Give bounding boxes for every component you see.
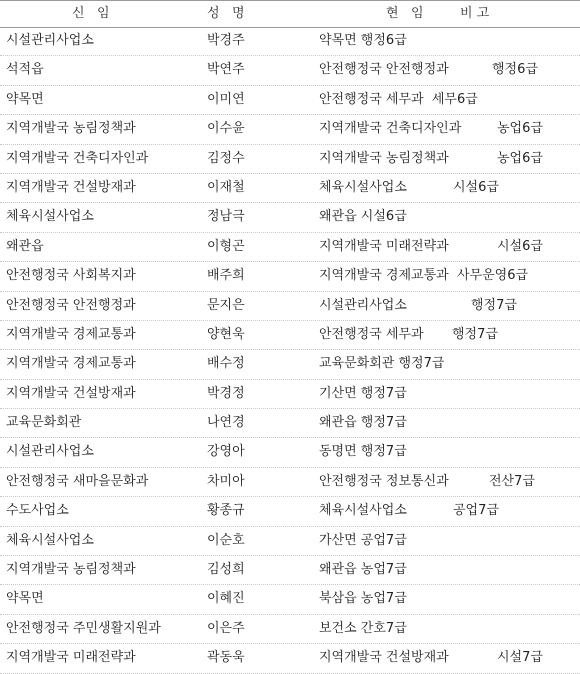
current-post-cell: 교육문화회관 행정7급	[319, 356, 445, 372]
current-post-cell: 북삼읍 농업7급	[319, 591, 407, 607]
new-post-cell: 지역개발국 농림정책과	[6, 562, 136, 578]
name-cell: 이은주	[207, 620, 245, 636]
new-post-cell: 약목면	[6, 591, 44, 607]
current-post-cell: 체육시설사업소	[319, 179, 407, 195]
new-post-cell: 안전행정국 새마을문화과	[6, 473, 149, 489]
name-cell: 차미아	[207, 473, 245, 489]
new-post-cell: 시설관리사업소	[6, 33, 94, 48]
table-row	[0, 615, 580, 644]
new-post-cell: 체육시설사업소	[6, 209, 94, 225]
name-cell: 곽동욱	[207, 650, 245, 666]
remarks-cell: 행정7급	[471, 297, 517, 313]
new-post-cell: 교육문화회관	[6, 415, 82, 431]
table-row	[0, 203, 580, 232]
remarks-cell: 시설6급	[453, 179, 499, 195]
current-post-cell: 안전행정국 안전행정과	[319, 62, 449, 78]
remarks-cell: 전산7급	[489, 473, 535, 489]
table-row	[0, 644, 580, 673]
current-post-cell: 가산면 공업7급	[319, 532, 407, 548]
current-post-cell: 약목면 행정6급	[319, 33, 407, 48]
new-post-cell: 왜관읍	[6, 238, 44, 254]
table-row	[0, 321, 580, 350]
current-post-cell: 안전행정국 세무과 세무6급	[319, 91, 478, 107]
remarks-cell: 행정6급	[492, 62, 538, 78]
table-row	[0, 380, 580, 409]
new-post-cell: 안전행정국 사회복지과	[6, 268, 136, 284]
table-row	[0, 262, 580, 291]
name-cell: 이미연	[207, 91, 245, 107]
header-name: 성 명	[207, 6, 245, 21]
table-row	[0, 174, 580, 203]
new-post-cell: 지역개발국 농림정책과	[6, 121, 136, 137]
name-cell: 강영아	[207, 444, 245, 460]
name-cell: 김성희	[207, 562, 245, 578]
table-row	[0, 233, 580, 262]
table-row	[0, 86, 580, 115]
table-body	[0, 27, 580, 674]
new-post-cell: 지역개발국 건설방재과	[6, 179, 136, 195]
current-post-cell: 왜관읍 시설6급	[319, 209, 407, 225]
table-row	[0, 292, 580, 321]
remarks-cell: 농업6급	[497, 150, 543, 166]
new-post-cell: 지역개발국 건설방재과	[6, 385, 136, 401]
name-cell: 박연주	[207, 62, 245, 78]
table-row	[0, 527, 580, 556]
current-post-cell: 기산면 행정7급	[319, 385, 407, 401]
name-cell: 양현욱	[207, 326, 245, 342]
new-post-cell: 지역개발국 건축디자인과	[6, 150, 149, 166]
current-post-cell: 안전행정국 정보통신과	[319, 473, 449, 489]
current-post-cell: 안전행정국 세무과	[319, 326, 424, 342]
table-row	[0, 56, 580, 85]
name-cell: 김정수	[207, 150, 245, 166]
name-cell: 이순호	[207, 532, 245, 548]
name-cell: 박경주	[207, 33, 245, 48]
name-cell: 이재철	[207, 179, 245, 195]
remarks-cell: 시설7급	[497, 650, 543, 666]
table-row	[0, 497, 580, 526]
table-row	[0, 409, 580, 438]
new-post-cell: 지역개발국 미래전략과	[6, 650, 136, 666]
remarks-cell: 시설6급	[497, 238, 543, 254]
current-post-cell: 동명면 행정7급	[319, 444, 407, 460]
current-post-cell: 지역개발국 경제교통과 사무운영6급	[319, 268, 529, 284]
remarks-cell: 공업7급	[453, 503, 499, 519]
new-post-cell: 지역개발국 경제교통과	[6, 326, 136, 342]
current-post-cell: 시설관리사업소	[319, 297, 407, 313]
new-post-cell: 안전행정국 주민생활지원과	[6, 620, 161, 636]
table-row	[0, 145, 580, 174]
current-post-cell: 지역개발국 건축디자인과	[319, 121, 462, 137]
new-post-cell: 시설관리사업소	[6, 444, 94, 460]
current-post-cell: 지역개발국 농림정책과	[319, 150, 449, 166]
remarks-cell: 농업6급	[497, 121, 543, 137]
name-cell: 문지은	[207, 297, 245, 313]
table-row	[0, 350, 580, 379]
new-post-cell: 수도사업소	[6, 503, 69, 519]
table-row	[0, 27, 580, 56]
header-current-post: 현 임	[386, 6, 424, 21]
name-cell: 이수윤	[207, 121, 245, 137]
current-post-cell: 지역개발국 미래전략과	[319, 238, 449, 254]
new-post-cell: 지역개발국 경제교통과	[6, 356, 136, 372]
new-post-cell: 석적읍	[6, 62, 44, 78]
new-post-cell: 약목면	[6, 91, 44, 107]
name-cell: 배주희	[207, 268, 245, 284]
current-post-cell: 지역개발국 건설방재과	[319, 650, 449, 666]
name-cell: 나연경	[207, 415, 245, 431]
name-cell: 박경정	[207, 385, 245, 401]
name-cell: 황종규	[207, 503, 245, 519]
current-post-cell: 보건소 간호7급	[319, 620, 407, 636]
name-cell: 이형곤	[207, 238, 245, 254]
remarks-cell: 행정7급	[452, 326, 498, 342]
table-row	[0, 556, 580, 585]
current-post-cell: 체육시설사업소	[319, 503, 407, 519]
current-post-cell: 왜관읍 행정7급	[319, 415, 407, 431]
name-cell: 배수정	[207, 356, 245, 372]
current-post-cell: 왜관읍 농업7급	[319, 562, 407, 578]
table-row	[0, 468, 580, 497]
name-cell: 이혜진	[207, 591, 245, 607]
new-post-cell: 체육시설사업소	[6, 532, 94, 548]
header-new-post: 신 임	[72, 6, 110, 21]
table-row	[0, 115, 580, 144]
table-row	[0, 585, 580, 614]
table-header	[0, 0, 580, 28]
header-remarks: 비 고	[460, 6, 490, 21]
table-row	[0, 438, 580, 467]
new-post-cell: 안전행정국 안전행정과	[6, 297, 136, 313]
name-cell: 정남극	[207, 209, 245, 225]
